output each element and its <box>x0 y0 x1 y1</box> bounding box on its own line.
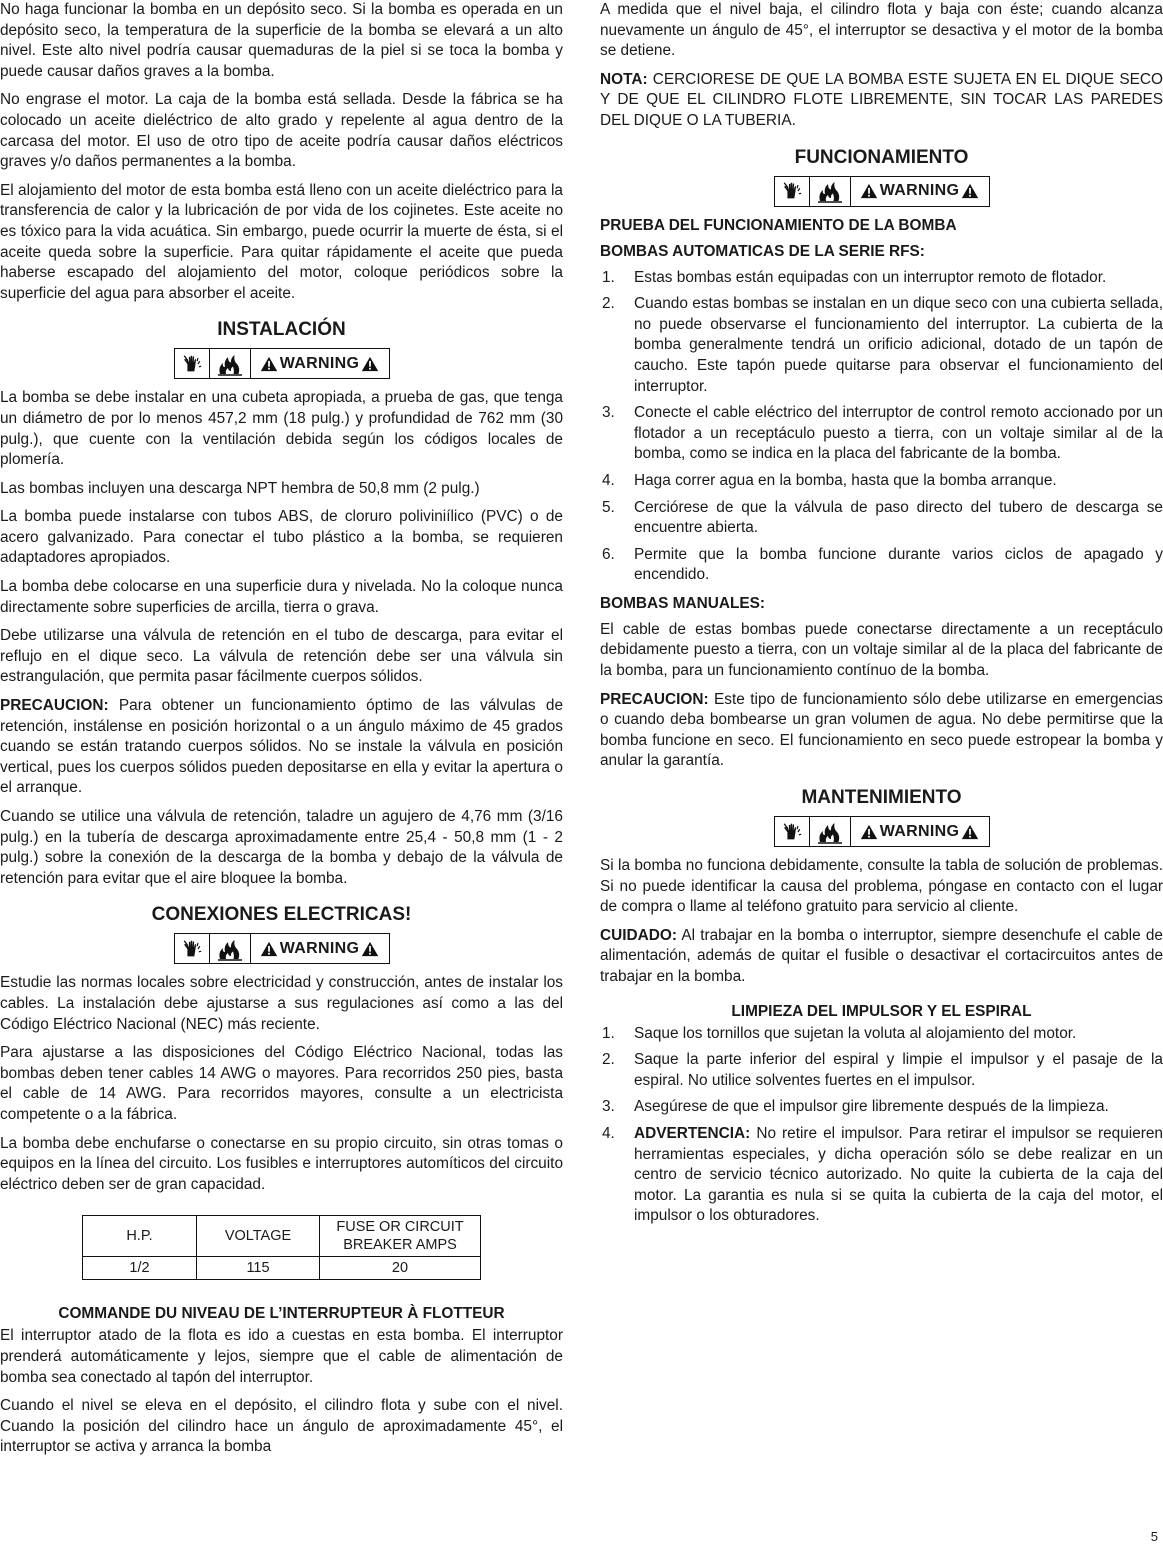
list-item-number: 5. <box>602 498 615 516</box>
manual-pumps-paragraph: El cable de estas bombas puede conectarse directamente a un receptáculo debidamente puesto a tierra, con un voltaje similar al de la placa del fabricante de la bomba, para un funcionamiento contínuo de la bomba. <box>600 620 1163 680</box>
cleaning-heading: LIMPIEZA DEL IMPULSOR Y EL ESPIRAL <box>731 1002 1032 1020</box>
warning-triangle-icon <box>860 183 878 199</box>
warning-bar <box>174 933 390 964</box>
installation-caution <box>0 696 563 799</box>
list-item <box>600 403 1163 465</box>
note-text: CERCIORESE DE QUE LA BOMBA ESTE SUJETA EN EL DIQUE SECO Y DE QUE EL CILINDRO FLOTE LIBREMENTE, SIN TOCAR LAS PAREDES DEL DIQUE O LA TUBERIA. <box>600 70 1163 129</box>
list-item <box>600 1097 1163 1118</box>
operation-caution <box>600 690 1163 772</box>
list-item-number: 2. <box>602 295 615 313</box>
installation-heading: INSTALACIÓN <box>217 319 346 341</box>
table-cell: 1/2 <box>83 1257 197 1280</box>
installation-paragraph-4: La bomba debe colocarse en una superficie dura y nivelada. No la coloque nunca directamente sobre superficies de arcilla, tierra o grava. <box>0 578 563 616</box>
table-row <box>83 1257 481 1280</box>
list-item-number: 4. <box>602 471 615 489</box>
list-item <box>600 1024 1163 1045</box>
list-item <box>600 294 1163 397</box>
list-item-number: 4. <box>602 1124 615 1142</box>
cleaning-steps <box>600 1024 1163 1227</box>
installation-paragraph-1: La bomba se debe instalar en una cubeta apropiada, a prueba de gas, que tenga un diámetro de por lo menos 457,2 mm (18 pulg.) y profundidad de 762 mm (30 pulg.), que cuente con la ventilación debida según los códigos locales de plomería. <box>0 389 563 469</box>
warning-label: WARNING <box>879 182 960 200</box>
care-text: Al trabajar en la bomba o interruptor, siempre desenchufe el cable de alimentación, además de quitar el fusible o desactivar el cortacircuitos antes de trabajar en la bomba. <box>600 926 1163 985</box>
installation-paragraph-3: La bomba puede instalarse con tubos ABS, de cloruro poliviniílico (PVC) o de acero galvanizado. Para conectar el tubo plástico a la bomba, se requieren adaptadores apropiados. <box>0 508 563 567</box>
caution-text: Para obtener un funcionamiento óptimo de las válvulas de retención, instálense en posición horizontal o a un ángulo máximo de 45 grados cuando se están tratando cuerpos sólidos. No se instale la válvula en posición vertical, pues los cuerpos sólidos pueden depositarse en ella y evitar la apertura o el arranque. <box>0 697 563 797</box>
left-column <box>0 0 563 1466</box>
electrical-paragraph-3: La bomba debe enchufarse o conectarse en su propio circuito, sin otras tomas o equipos en la línea del circuito. Los fusibles e interruptores automíticos del circuito eléctrico deben ser de gran capacidad. <box>0 1134 563 1193</box>
table-cell: 20 <box>320 1257 481 1280</box>
list-item-number: 6. <box>602 545 615 563</box>
warning-triangle-icon <box>260 356 278 372</box>
warning-triangle-icon <box>860 824 878 840</box>
list-item <box>600 545 1163 586</box>
float-switch-continued: A medida que el nivel baja, el cilindro flota y baja con éste; cuando alcanza nuevamente un ángulo de 45°, el interruptor se desactiva y el motor de la bomba se detiene. <box>600 1 1163 60</box>
list-item <box>600 471 1163 492</box>
maintenance-care <box>600 926 1163 988</box>
list-item-text: Cuando estas bombas se instalan en un dique seco con una cubierta sellada, no puede observarse el funcionamiento del interruptor. La cubierta de la bomba generalmente tendrá un orificio adicional, dotado de un tapón de caucho. Este tapón puede quitarse para observar el funcionamiento del interruptor. <box>634 295 1163 395</box>
list-item-number: 2. <box>602 1051 615 1069</box>
fire-hazard-icon <box>216 937 244 961</box>
electrical-paragraph-2: Para ajustarse a las disposiciones del Código Eléctrico Nacional, todas las bombas deben tener cables 14 AWG o mayores. Para recorridos 250 pies, basta el cable de 14 AWG. Para recorridos mayores, consulte a un electricista competente o a la fábrica. <box>0 1044 563 1123</box>
note-paragraph <box>600 70 1163 132</box>
float-switch-heading: COMMANDE DU NIVEAU DE L’INTERRUPTEUR À FLOTTEUR <box>58 1305 505 1323</box>
rfs-series-heading: BOMBAS AUTOMATICAS DE LA SERIE RFS: <box>600 242 925 260</box>
warning-triangle-icon <box>961 183 979 199</box>
intro-paragraph-1: No haga funcionar la bomba en un depósito seco. Si la bomba es operada en un depósito seco, la temperatura de la superficie de la bomba se elevará a un alto nivel. Este alto nivel podría causar quemaduras de la piel si se toca la bomba y puede causar daños graves a la bomba. <box>0 1 563 80</box>
hand-hazard-icon <box>181 938 203 960</box>
hand-hazard-icon <box>181 353 203 375</box>
warning-bar <box>774 176 990 207</box>
operation-steps <box>600 268 1163 586</box>
operation-test-heading: PRUEBA DEL FUNCIONAMIENTO DE LA BOMBA <box>600 216 957 234</box>
list-item-text <box>634 1124 1163 1227</box>
warning-label: WARNING <box>279 939 360 957</box>
manual-pumps-heading: BOMBAS MANUALES: <box>600 594 766 612</box>
warning-triangle-icon <box>260 941 278 957</box>
list-item-text: Haga correr agua en la bomba, hasta que la bomba arranque. <box>634 471 1057 489</box>
caution-label: PRECAUCION: <box>600 690 709 708</box>
float-switch-paragraph-2: Cuando el nivel se eleva en el depósito, el cilindro flota y sube con el nivel. Cuando la posición del cilindro hace un ángulo de aproximadamente 45°, el interruptor se activa y arranca la bomba <box>0 1397 563 1456</box>
warning-triangle-icon <box>961 824 979 840</box>
table-header-row <box>83 1216 481 1257</box>
float-switch-paragraph-1: El interruptor atado de la flota es ido a cuestas en esta bomba. El interruptor prenderá automáticamente y lejos, siempre que el cable de alimentación de bomba sea conectado al tapón del interruptor. <box>0 1327 563 1386</box>
table-header-cell: VOLTAGE <box>197 1216 320 1257</box>
warning-label: WARNING <box>279 354 360 372</box>
list-item-text: Cerciórese de que la válvula de paso directo del tubero de descarga se encuentre abierta. <box>634 498 1163 537</box>
table-cell: 115 <box>197 1257 320 1280</box>
fire-hazard-icon <box>816 820 844 844</box>
page-number: 5 <box>1150 1529 1158 1544</box>
warning-bar <box>174 348 390 379</box>
list-item-text: Conecte el cable eléctrico del interruptor de control remoto accionado por un flotador a un receptáculo puesto a tierra, con un voltaje similar al de la bomba, como se indica en la placa del fabricante de la bomba. <box>634 404 1163 463</box>
hand-hazard-icon <box>781 821 803 843</box>
hand-hazard-icon <box>781 180 803 202</box>
electrical-heading: CONEXIONES ELECTRICAS! <box>151 904 412 926</box>
intro-paragraph-2: No engrase el motor. La caja de la bomba está sellada. Desde la fábrica se ha colocado un aceite dieléctrico de alto grado y repelente al agua dentro de la carcasa del motor. El uso de otro tipo de aceite podría causar daños eléctricos graves y/o daños permanentes a la bomba. <box>0 91 563 171</box>
warning-triangle-icon <box>361 941 379 957</box>
note-label: NOTA: <box>600 70 648 88</box>
list-item-text: Saque los tornillos que sujetan la voluta al alojamiento del motor. <box>634 1024 1077 1042</box>
right-column <box>600 0 1163 1235</box>
caution-label: PRECAUCION: <box>0 697 109 715</box>
warning-triangle-icon <box>361 356 379 372</box>
warning-text-body: No retire el impulsor. Para retirar el impulsor se requieren herramientas especiales, y dicha operación sólo se debe realizar en un centro de servicio técnico autorizado. No quite la cubierta de la caja del motor. La garantia es nula si se quita la cubierta de la caja del motor, el impulsor o los obturadores. <box>634 1124 1163 1225</box>
list-item-text: Asegúrese de que el impulsor gire libremente después de la limpieza. <box>634 1098 1109 1116</box>
warning-bar <box>774 816 990 847</box>
list-item-number: 3. <box>602 1098 615 1116</box>
installation-paragraph-6: Cuando se utilice una válvula de retención, taladre un agujero de 4,76 mm (3/16 pulg.) en la tubería de descarga aproximadamente entre 25,4 - 50,8 mm (1 - 2 pulg.) sobre la conexión de la descarga de la bomba y debajo de la válvula de retención para evitar que el aire bloquee la bomba. <box>0 808 563 887</box>
operation-heading: FUNCIONAMIENTO <box>794 146 969 168</box>
list-item-number: 1. <box>602 1024 615 1042</box>
list-item-text: Estas bombas están equipadas con un interruptor remoto de flotador. <box>634 268 1107 286</box>
list-item-text: Permite que la bomba funcione durante varios ciclos de apagado y encendido. <box>634 545 1163 584</box>
list-item <box>600 268 1163 289</box>
intro-paragraph-3: El alojamiento del motor de esta bomba está lleno con un aceite dieléctrico para la transferencia de calor y la lubricación de por vida de los cojinetes. Este aceite no es tóxico para la vida acuática. Sin embargo, puede ocurrir la muerte de ésta, si el aceite queda sobre la superficie. Para quitar rápidamente el aceite que pueda haberse escapado del alojamiento del motor, coloque periódicos sobre la superficie del agua para absorber el aceite. <box>0 181 563 302</box>
table-header-cell: H.P. <box>83 1216 197 1257</box>
installation-paragraph-5: Debe utilizarse una válvula de retención en el tubo de descarga, para evitar el reflujo en el dique seco. La válvula de retención debe ser una válvula sin estrangulación, que permita pasar fácilmente cuerpos sólidos. <box>0 627 563 686</box>
installation-paragraph-2: Las bombas incluyen una descarga NPT hembra de 50,8 mm (2 pulg.) <box>0 479 480 497</box>
maintenance-heading: MANTENIMIENTO <box>801 787 962 809</box>
list-item-text: Saque la parte inferior del espiral y limpie el impulsor y el pasaje de la espiral. No utilice solventes fuertes en el impulsor. <box>634 1051 1163 1089</box>
table-header-cell: FUSE OR CIRCUIT BREAKER AMPS <box>320 1216 481 1257</box>
list-item-number: 1. <box>602 268 615 286</box>
fire-hazard-icon <box>216 352 244 376</box>
fuse-table <box>82 1215 481 1280</box>
list-item <box>600 1050 1163 1091</box>
warning-text-label: ADVERTENCIA: <box>634 1124 751 1142</box>
warning-label: WARNING <box>879 822 960 840</box>
electrical-paragraph-1: Estudie las normas locales sobre electricidad y construcción, antes de instalar los cables. La instalación debe ajustarse a sus regulaciones así como a las del Código Eléctrico Nacional (NEC) más reciente. <box>0 974 563 1033</box>
list-item <box>600 498 1163 539</box>
fire-hazard-icon <box>816 179 844 203</box>
caution-text: Este tipo de funcionamiento sólo debe utilizarse en emergencias o cuando deba bombearse un gran volumen de agua. No debe permitirse que la bomba funcione en seco. El funcionamiento en seco puede estropear la bomba y anular la garantía. <box>600 690 1163 770</box>
list-item <box>600 1124 1163 1227</box>
care-label: CUIDADO: <box>600 926 677 944</box>
list-item-number: 3. <box>602 404 615 422</box>
maintenance-paragraph-1: Si la bomba no funciona debidamente, consulte la tabla de solución de problemas. Si no puede identificar la causa del problema, póngase en contacto con el lugar de compra o llame al teléfono gratuito para servicio al cliente. <box>600 857 1163 916</box>
